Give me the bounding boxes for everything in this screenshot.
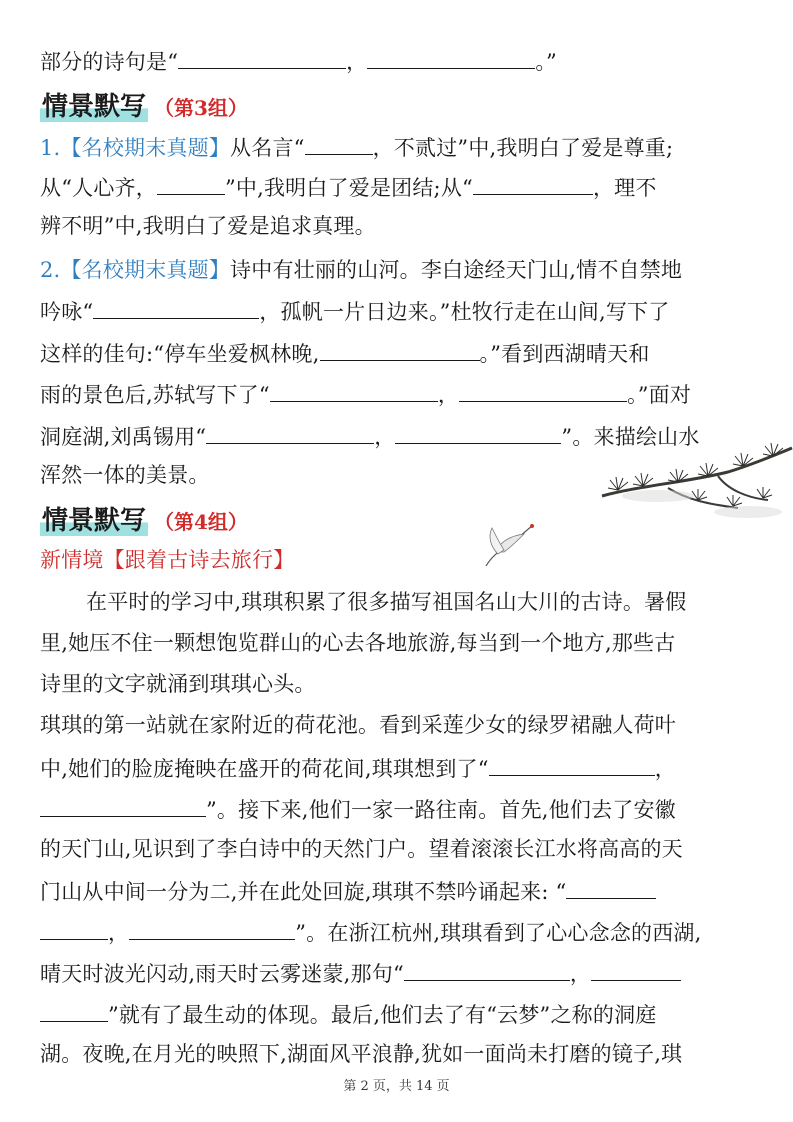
question-2-line-3: 这样的佳句:“停车坐爱枫林晚, 。”看到西湖晴天和 (40, 338, 650, 368)
pine-branch-illustration (598, 438, 793, 528)
story-line: 诗里的文字就涌到琪琪心头。 (40, 672, 316, 696)
question-2-line-2: 吟咏“ ，孤帆一片日边来。”杜牧行走在山间,写下了 (40, 296, 669, 326)
answer-blank[interactable] (305, 132, 373, 155)
crane-illustration (478, 522, 538, 572)
page-number-footer: 第 2 页，共 14 页 (343, 1079, 450, 1094)
answer-blank[interactable] (489, 753, 655, 776)
answer-blank[interactable] (93, 296, 259, 319)
story-line: ， ”。在浙江杭州,琪琪看到了心心念念的西湖, (40, 917, 702, 947)
story-line: 晴天时波光闪动,雨天时云雾迷蒙,那句“ ， (40, 958, 681, 988)
question-2-line-1: 2.【名校期末真题】诗中有壮丽的山河。李白途经天门山,情不自禁地 (40, 258, 683, 282)
answer-blank[interactable] (206, 421, 374, 444)
answer-blank[interactable] (40, 999, 108, 1022)
exam-tag: 【名校期末真题】 (60, 258, 231, 282)
story-line: ”就有了最生动的体现。最后,他们去了有“云梦”之称的洞庭 (40, 999, 656, 1029)
story-line: 门山从中间一分为二,并在此处回旋,琪琪不禁吟诵起来: “ (40, 876, 656, 906)
story-line: 中,她们的脸庞掩映在盛开的荷花间,琪琪想到了“ ， (40, 753, 676, 783)
section-title-group3: 情景默写 （第3组） (42, 92, 248, 122)
answer-blank[interactable] (473, 172, 593, 195)
answer-blank[interactable] (178, 46, 346, 69)
story-line: ”。接下来,他们一家一路往南。首先,他们去了安徽 (40, 794, 676, 824)
question-1-line-3: 辨不明”中,我明白了爱是追求真理。 (40, 214, 376, 238)
exam-tag: 【名校期末真题】 (60, 136, 231, 160)
answer-blank[interactable] (270, 379, 438, 402)
answer-blank[interactable] (591, 958, 681, 981)
answer-blank[interactable] (459, 379, 627, 402)
answer-blank[interactable] (566, 876, 656, 899)
question-2-line-5: 洞庭湖,刘禹锡用“ ， ”。来描绘山水 (40, 421, 700, 451)
answer-blank[interactable] (40, 917, 108, 940)
new-context-label: 新情境【跟着古诗去旅行】 (40, 548, 295, 572)
answer-blank[interactable] (129, 917, 295, 940)
story-line: 的天门山,见识到了李白诗中的天然门户。望着滚滚长江水将高高的天 (40, 837, 683, 861)
answer-blank[interactable] (404, 958, 570, 981)
answer-blank[interactable] (40, 794, 206, 817)
section-title-group4: 情景默写 （第4组） (42, 506, 248, 536)
story-line: 在平时的学习中,琪琪积累了很多描写祖国名山大川的古诗。暑假 (86, 590, 687, 614)
answer-blank[interactable] (157, 172, 225, 195)
story-line: 湖。夜晚,在月光的映照下,湖面风平浪静,犹如一面尚未打磨的镜子,琪 (40, 1042, 683, 1066)
answer-blank[interactable] (320, 338, 480, 361)
question-2-line-6: 浑然一体的美景。 (40, 463, 210, 487)
answer-blank[interactable] (395, 421, 561, 444)
story-line: 里,她压不住一颗想饱览群山的心去各地旅游,每当到一个地方,那些古 (40, 631, 676, 655)
question-2-line-4: 雨的景色后,苏轼写下了“ ， 。”面对 (40, 379, 691, 409)
story-line: 琪琪的第一站就在家附近的荷花池。看到采莲少女的绿罗裙融人荷叶 (40, 713, 676, 737)
answer-blank[interactable] (367, 46, 535, 69)
question-1-line-2: 从“人心齐， ”中,我明白了爱是团结;从“ ，理不 (40, 172, 657, 202)
carryover-line: 部分的诗句是“ ， 。” (40, 46, 557, 76)
question-1-line-1: 1.【名校期末真题】从名言“ ，不贰过”中,我明白了爱是尊重; (40, 132, 673, 162)
